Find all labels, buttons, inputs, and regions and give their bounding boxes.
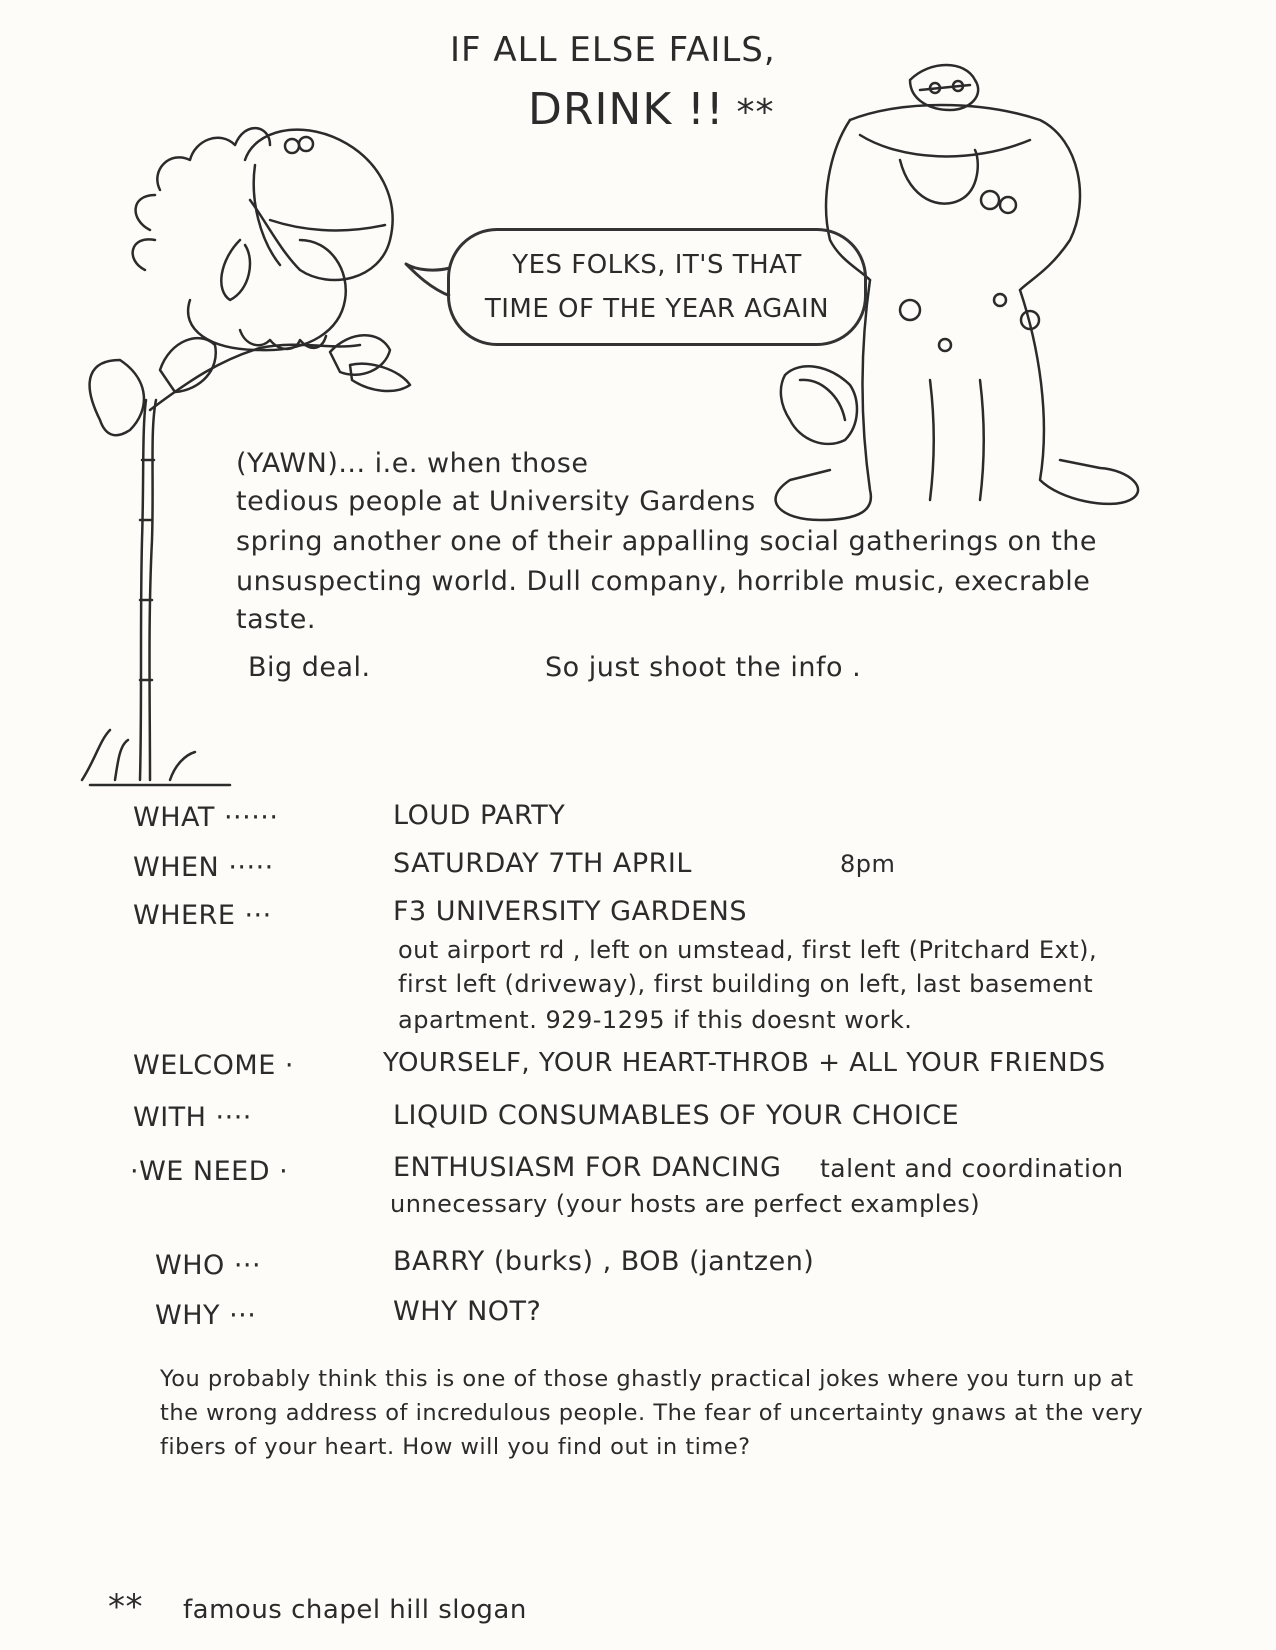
headline-stars: ** bbox=[736, 92, 775, 133]
detail-label-who: WHO ··· bbox=[155, 1250, 262, 1281]
intro-line-5: taste. bbox=[236, 604, 316, 635]
detail-label-we-need: ·WE NEED · bbox=[130, 1156, 289, 1187]
intro-shoot-the-info: So just shoot the info . bbox=[545, 652, 862, 683]
headline-drink: DRINK !! bbox=[528, 84, 725, 135]
where-directions-line-1: out airport rd , left on umstead, first left (Pritchard Ext), bbox=[398, 936, 1098, 964]
footnote bbox=[108, 1587, 527, 1627]
detail-label-when: WHEN ····· bbox=[133, 852, 274, 883]
detail-value-why: WHY NOT? bbox=[393, 1296, 542, 1327]
intro-line-3: spring another one of their appalling social gatherings on the bbox=[236, 526, 1098, 557]
headline-line-2 bbox=[528, 84, 774, 135]
detail-label-what: WHAT ······ bbox=[133, 802, 279, 833]
speech-bubble bbox=[447, 228, 867, 346]
detail-value-what: LOUD PARTY bbox=[393, 800, 566, 831]
closing-line-1: You probably think this is one of those ghastly practical jokes where you turn up at bbox=[160, 1366, 1134, 1392]
speech-bubble-line-1: YES FOLKS, IT'S THAT bbox=[512, 250, 802, 280]
detail-value-welcome: YOURSELF, YOUR HEART-THROB + ALL YOUR FRIENDS bbox=[383, 1048, 1106, 1078]
detail-label-why: WHY ··· bbox=[155, 1300, 257, 1331]
where-directions-line-3: apartment. 929-1295 if this doesnt work. bbox=[398, 1006, 913, 1034]
parrot-illustration bbox=[133, 128, 393, 350]
detail-label-welcome: WELCOME · bbox=[133, 1050, 294, 1081]
where-directions-line-2: first left (driveway), first building on left, last basement bbox=[398, 970, 1094, 998]
detail-label-where: WHERE ··· bbox=[133, 900, 272, 931]
detail-value-with: LIQUID CONSUMABLES OF YOUR CHOICE bbox=[393, 1100, 960, 1131]
detail-value-who: BARRY (burks) , BOB (jantzen) bbox=[393, 1246, 815, 1277]
intro-line-1: (YAWN)... i.e. when those bbox=[236, 448, 589, 479]
speech-bubble-line-2: TIME OF THE YEAR AGAIN bbox=[484, 294, 830, 324]
detail-when-time: 8pm bbox=[840, 850, 896, 878]
we-need-extra-line-2: unnecessary (your hosts are perfect examples) bbox=[390, 1190, 981, 1218]
intro-line-4: unsuspecting world. Dull company, horrible music, execrable bbox=[236, 566, 1091, 597]
intro-line-2: tedious people at University Gardens bbox=[236, 486, 756, 517]
plant-illustration bbox=[82, 335, 410, 785]
we-need-extra-line-1: talent and coordination bbox=[820, 1154, 1124, 1183]
footnote-stars: ** bbox=[108, 1587, 143, 1627]
headline-line-1: IF ALL ELSE FAILS, bbox=[450, 30, 776, 70]
detail-value-where: F3 UNIVERSITY GARDENS bbox=[393, 896, 748, 927]
closing-line-3: fibers of your heart. How will you find out in time? bbox=[160, 1434, 751, 1460]
intro-big-deal: Big deal. bbox=[248, 652, 371, 683]
footnote-text: famous chapel hill slogan bbox=[183, 1595, 527, 1625]
detail-value-we-need: ENTHUSIASM FOR DANCING bbox=[393, 1152, 782, 1183]
detail-label-with: WITH ···· bbox=[133, 1102, 252, 1133]
closing-line-2: the wrong address of incredulous people. The fear of uncertainty gnaws at the very bbox=[160, 1400, 1144, 1426]
detail-value-when: SATURDAY 7TH APRIL bbox=[393, 848, 692, 879]
